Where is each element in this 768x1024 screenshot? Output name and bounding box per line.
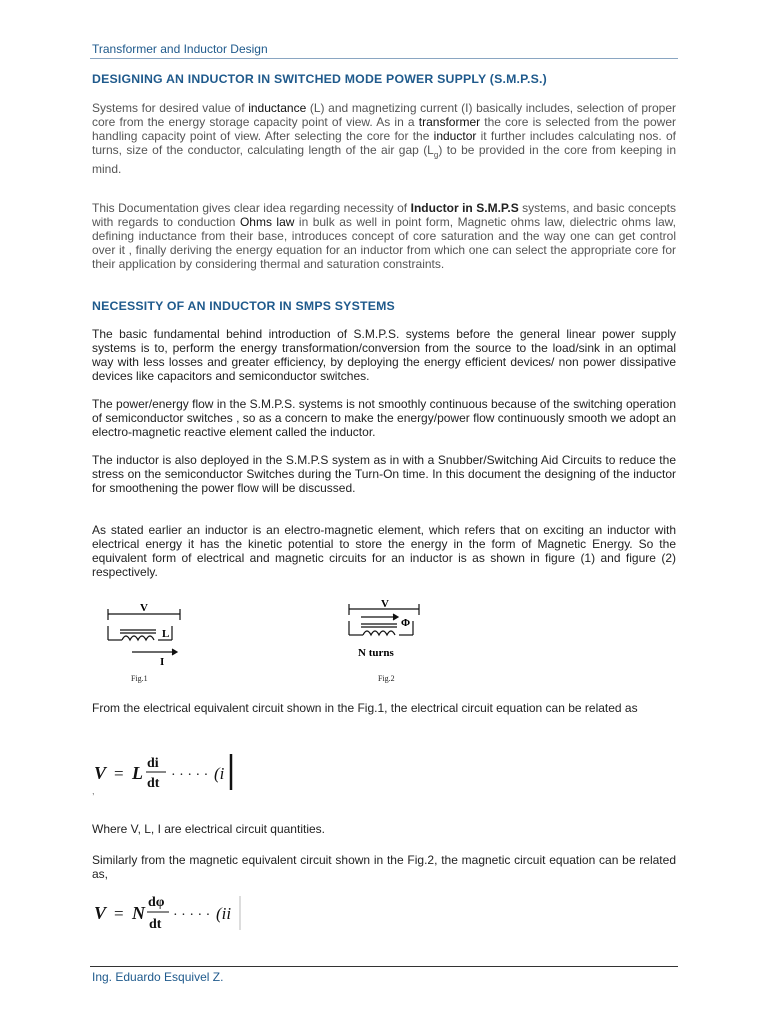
svg-text:(ii: (ii (216, 904, 232, 923)
section-heading-necessity: NECESSITY OF AN INDUCTOR IN SMPS SYSTEMS (92, 299, 395, 313)
svg-text:· · · · ·: · · · · · (173, 908, 211, 923)
paragraph-snubber: The inductor is also deployed in the S.M.P.S system as in with a Snubber/Switching Aid Circuits to reduce the stress on the semiconductor Switches during the Turn-On time. In this document the designing of the inductor for smoothening the power flow will be discussed. (92, 453, 676, 495)
svg-text:V: V (94, 903, 107, 923)
paragraph-fundamental: The basic fundamental behind introduction of S.M.P.S. systems before the general linear power supply systems is to, perform the energy transformation/conversion from the source to the load/sink in an optimal way with less losses and greater efficiency, by deploying the energy efficient devices/ non power dissipative devices like capacitors and semiconductor switches. (92, 327, 676, 383)
equation-1 (92, 748, 252, 794)
fig2-label-n-turns: N turns (358, 647, 394, 659)
running-header: Transformer and Inductor Design (92, 42, 268, 56)
fig1-label-i: I (160, 656, 165, 668)
figure-2-magnetic-circuit (343, 597, 433, 662)
svg-text:V: V (94, 763, 107, 783)
paragraph-electromagnetic: As stated earlier an inductor is an electro-magnetic element, which refers that on exciting an inductor with electrical energy it has the kinetic potential to store the energy in the form of Magnetic Energy. So the equivalent form of electrical and magnetic circuits for an inductor is as shown in figure (1) and figure (2) respectively. (92, 523, 676, 579)
svg-text:· · · · ·: · · · · · (171, 768, 209, 783)
svg-text:N: N (132, 903, 145, 923)
svg-text:dt: dt (149, 917, 162, 932)
header-divider (90, 58, 678, 59)
term-inductor: inductor (433, 129, 477, 143)
footer-author: Ing. Eduardo Esquivel Z. (92, 970, 224, 984)
paragraph-electrical-equation: From the electrical equivalent circuit shown in the Fig.1, the electrical circuit equation can be related as (92, 701, 638, 715)
paragraph-energy-flow: The power/energy flow in the S.M.P.S. systems is not smoothly continuous because of the switching operation of semiconductor switches , so as a concern to make the energy/power flow continuously smooth we adopt an electro-magnetic reactive element called the inductor. (92, 397, 676, 439)
fig2-label-v: V (381, 598, 389, 610)
svg-text:=: = (114, 764, 124, 783)
svg-text:(i: (i (214, 764, 225, 783)
fig1-caption: Fig.1 (131, 674, 148, 683)
section-heading-designing: DESIGNING AN INDUCTOR IN SWITCHED MODE POWER SUPPLY (S.M.P.S.) (92, 72, 547, 86)
term-ohms-law: Ohms law (239, 215, 295, 229)
svg-text:=: = (114, 904, 124, 923)
footer-divider (90, 966, 678, 967)
paragraph-documentation: This Documentation gives clear idea regarding necessity of Inductor in S.M.P.S systems, and basic concepts with regards to conduction Ohms law in bulk as well in point form, Magnetic ohms law, dielectric ohms law, defining inductance from their base, introduces concept of core saturation and the way one can get control over it , finally deriving the energy equation for an inductor from which one can select the appropriate core for their application by considering thermal and saturation constraints. (92, 201, 676, 271)
paragraph-intro: Systems for desired value of inductance (L) and magnetizing current (I) basically includes, selection of proper core from the energy storage capacity point of view. As in a transformer the core is selected from the power handling capacity point of view. After selecting the core for the inductor it further includes calculating nos. of turns, size of the conductor, calculating length of the air gap $(L_g)$ to be provided in the core from keeping in mind. (92, 101, 677, 177)
svg-text:dφ: dφ (148, 895, 165, 910)
svg-text:dt: dt (147, 776, 160, 791)
svg-text:L: L (132, 763, 143, 783)
term-inductor-smps: Inductor in S.M.P.S (410, 201, 519, 215)
fig2-label-phi: Φ (401, 617, 411, 629)
equation-2 (92, 890, 252, 936)
paragraph-where: Where V, L, I are electrical circuit quantities. (92, 822, 325, 836)
fig2-caption: Fig.2 (378, 674, 395, 683)
figure-1-electrical-circuit (100, 600, 190, 670)
fig1-label-v: V (140, 602, 148, 614)
stray-comma: , (92, 786, 95, 796)
term-inductance: inductance (248, 101, 307, 115)
paragraph-magnetic-equation: Similarly from the magnetic equivalent circuit shown in the Fig.2, the magnetic circuit equation can be related as, (92, 853, 676, 881)
svg-text:di: di (147, 756, 159, 771)
term-transformer: transformer (418, 115, 481, 129)
fig1-label-l: L (162, 628, 170, 640)
